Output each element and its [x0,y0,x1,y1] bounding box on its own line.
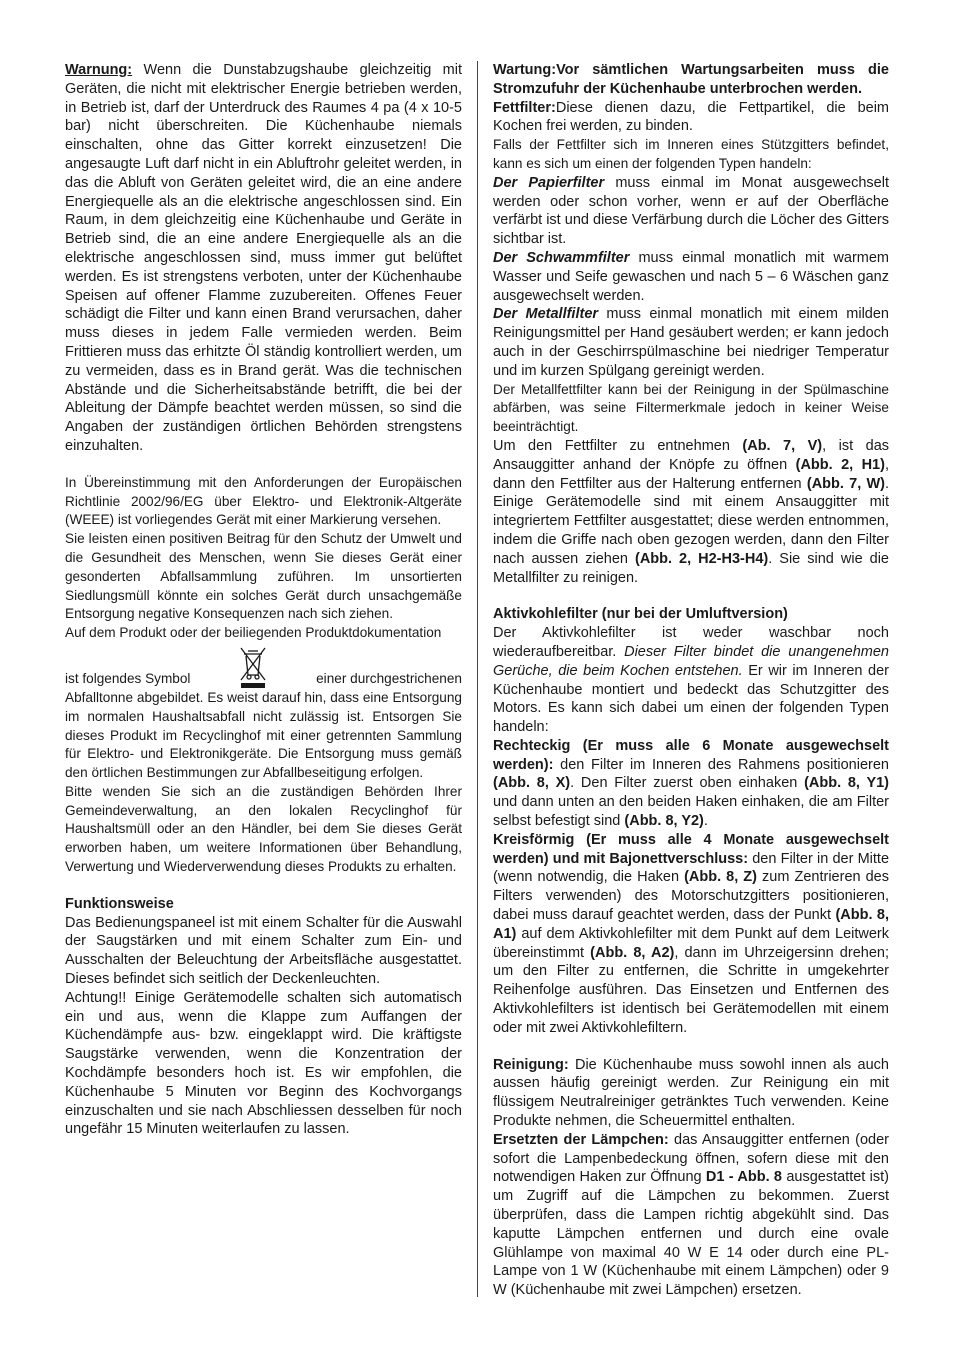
fettfilter-paragraph [493,99,889,137]
fettfilter-paragraph-2: Falls der Fettfilter sich im Inneren eines Stützgitters befindet, kann es sich um einen der folgenden Typen handeln: [493,137,889,171]
warning-text: Wenn die Dunstabzugshaube gleichzeitig mit Geräten, die nicht mit elektrischer Energie betrieben werden, in Betrieb ist, darf der Unterdruck des Raumes 4 pa (4 x 10-5 bar) nicht überschreiten. Die Küchenhaube niemals einschalten, ohne das Gitter korrekt einzusetzen! Die angesaugte Luft darf nicht in ein Abluftrohr geleitet werden, in das die Abluft von Geräten geleitet wird, die an eine andere Energiequelle als an die elektrische angeschlossen sind. Ein Raum, in dem gleichzeitig eine Küchenhaube und Geräte in Betrieb sind, die an eine andere Energiequelle als an die elektrische angeschlossen sind, muss immer gut belüftet werden. Es ist strengstens verboten, unter der Küchenhaube Speisen auf offener Flamme zuzubereiten. Offenes Feuer schädigt die Filter und kann einen Brand verursachen, daher muss dieses in jedem Falle vermieden werden. Beim Frittieren muss das erhitzte Öl ständig kontrolliert werden, um zu vermeiden, dass es in Brand gerät. Was die technischen Abstände und die Sicherheitsabstände betrifft, die bei der Ableitung der Dämpfe beachtet werden müssen, so sind die Angaben der zuständigen örtlichen Behörden strengstens einzuhalten. [65,62,463,454]
schwammfilter-label: Der Schwammfilter [493,249,630,266]
papierfilter-paragraph [493,174,889,249]
figure-ref: (Abb. 8, X) [493,775,571,792]
metallfilter-text: muss einmal monatlich mit einem milden Reinigungsmittel per Hand gesäubert werden; er kann jedoch auch in der Geschirrspülmaschine bei niedriger Temperatur und im kurzen Spülgang gereinigt werden. [493,306,889,379]
figure-ref: (Abb. 8, Z) [684,869,757,886]
figure-ref: (Abb. 2, H1) [795,456,885,473]
weee-symbol-line [65,645,462,689]
papierfilter-text: muss einmal im Monat ausgewechselt werden oder schon vorher, wenn er auf der Oberfläche verfärbt ist und diese Verfärbung durch die Löcher des Gitters sichtbar ist. [493,174,889,248]
figure-ref: (Abb. 8, Y2) [624,813,704,830]
left-column [65,61,462,1139]
fettfilter-label: Fettfilter: [493,99,556,116]
weee-symbol-after: einer durchgestrichenen [316,671,462,687]
warning-label: Warnung: [65,62,133,78]
warning-paragraph [65,61,462,456]
reinigung-paragraph: Reinigung: Die Küchenhaube muss sowohl innen als auch aussen häufig gereinigt werden. Zur Reinigung ein mit flüssigem Neutralreiniger getränktes Tuch verwenden. Keine Produkte nehmen, die Scheuermittel enthalten. [493,1056,889,1130]
funktion-heading: Funktionsweise [65,895,174,912]
weee-paragraph-3: Auf dem Produkt oder der beiliegenden Produktdokumentation [65,625,442,641]
metallfilter-label: Der Metallfilter [493,306,599,323]
kreisfoermig-label: Kreisförmig (Er muss alle 4 Monate ausgewechselt werden) und mit Bajonettverschluss: [493,831,889,867]
weee-paragraph-2: Sie leisten einen positiven Beitrag für den Schutz der Umwelt und die Gesundheit des Menschen, wenn Sie dieses Gerät einer gesonderten Abfallsammlung zuführen. Im unsortierten Siedlungsmüll könnte ein solches Gerät durch unsachgemäße Entsorgung negative Konsequenzen nach sich ziehen. [65,531,462,622]
schwammfilter-text: muss einmal monatlich mit warmem Wasser und Seife gewaschen und nach 5 – 6 Wäschen ganz ausgewechselt werden. [493,249,889,304]
right-column [493,61,889,1300]
weee-paragraph-5: Bitte wenden Sie sich an die zuständigen Behörden Ihrer Gemeindeverwaltung, an den lokalen Recyclinghof für Haushaltsmüll oder an den Händler, bei dem Sie dieses Gerät erworben haben, um weitere Informationen über Behandlung, Verwertung und Wiederverwendung dieses Produkts zu erhalten. [65,783,462,875]
aktivkohle-heading: Aktivkohlefilter (nur bei der Umluftversion) [493,606,788,623]
reinigung-label: Reinigung: [493,1056,569,1073]
weee-paragraph-1: In Übereinstimmung mit den Anforderungen der Europäischen Richtlinie 2002/96/EG über Elektro- und Elektronik-Altgeräte (WEEE) ist vorliegendes Gerät mit einer Markierung versehen. [65,474,462,528]
rechteckig-paragraph: Rechteckig (Er muss alle 6 Monate ausgewechselt werden): den Filter im Inneren des Rahmens positionieren (Abb. 8, X). Den Filter zuerst oben einhaken (Abb. 8, Y1) und dann unten an den beiden Haken einhaken, die am Filter selbst befestigt sind (Abb. 8, Y2). [493,737,890,830]
papierfilter-label: Der Papierfilter [493,174,605,191]
figure-ref: (Abb. 7, W) [806,475,885,492]
crossed-out-bin-icon [238,645,268,689]
entnehmen-paragraph: Um den Fettfilter zu entnehmen (Ab. 7, V), ist das Ansauggitter anhand der Knöpfe zu öffnen (Abb. 2, H1), dann den Fettfilter aus der Halterung entfernen (Abb. 7, W). Einige Gerätemodelle sind mit einem Ansauggitter mit integriertem Fettfilter ausgestattet; diese werden entnommen, indem die Griffe nach oben gezogen werden, dann den Filter nach aussen ziehen (Abb. 2, H2-H3-H4). Sie sind wie die Metallfilter zu reinigen. [493,437,890,586]
metallfilter-paragraph-2: Der Metallfettfilter kann bei der Reinigung in der Spülmaschine abfärben, was seine Filtermerkmale jedoch in keiner Weise beeinträchtigt. [493,381,889,435]
funktion-paragraph-1: Das Bedienungspaneel ist mit einem Schalter für die Auswahl der Saugstärken und mit einem Schalter zum Ein- und Ausschalten der Beleuchtung der Arbeitsfläche ausgestattet. Dieses befindet sich seitlich der Deckenleuchten. [65,914,462,988]
figure-ref: (Ab. 7, V) [742,437,823,454]
figure-ref: (Abb. 8, A2) [590,944,675,961]
figure-ref: (Abb. 2, H2-H3-H4) [634,550,769,567]
figure-ref: (Abb. 8, Y1) [804,775,890,792]
kreisfoermig-paragraph: Kreisförmig (Er muss alle 4 Monate ausgewechselt werden) und mit Bajonettverschluss: den Filter in der Mitte (wenn notwendig, die Haken (Abb. 8, Z) zum Zentrieren des Filters verwenden) des Motorschutzgitters positionieren, dabei muss darauf geachtet werden, dass der Punkt (Abb. 8, A1) auf dem Aktivkohlefilter mit dem Punkt auf dem Leitwerk übereinstimmt (Abb. 8, A2), dann im Uhrzeigersinn drehen; um den Filter zu entfernen, die Schritte in umgekehrter Reihenfolge ausführen. Das Einsetzen und Entfernen des Aktivkohlefilters ist identisch bei Gerätemodellen mit einem oder mit zwei Aktivkohlefiltern. [493,831,890,1036]
weee-symbol-before: ist folgendes Symbol [65,671,191,687]
column-divider [477,61,478,1297]
ersetzen-label: Ersetzten der Lämpchen: [493,1131,669,1148]
figure-ref: (Abb. 8, A1) [493,907,890,942]
funktion-paragraph-2: Achtung!! Einige Gerätemodelle schalten sich automatisch ein und aus, wenn die Klappe zum Auffangen der Küchendämpfe aus- bzw. eingeklappt wird. Die kräftigste Saugstärke verwenden, wenn die Konzentration der Kochdämpfe besonders hoch ist. Es wir empfohlen, die Küchenhaube 5 Minuten vor Beginn des Kochvorgangs einzuschalten und sie nach Abschliessen desselben für noch ungefähr 15 Minuten weiterlaufen zu lassen. [65,989,462,1138]
rechteckig-label: Rechteckig (Er muss alle 6 Monate ausgewechselt werden): [493,737,889,773]
metallfilter-paragraph [493,305,889,380]
wartung-heading: Wartung:Vor sämtlichen Wartungsarbeiten muss die Stromzufuhr der Küchenhaube unterbrochen werden. [493,62,889,97]
figure-ref: D1 - Abb. 8 [705,1169,782,1186]
schwammfilter-paragraph [493,249,889,305]
weee-paragraph-4: Abfalltonne abgebildet. Es weist darauf hin, dass eine Entsorgung im normalen Haushaltsabfall nicht zulässig ist. Entsorgen Sie dieses Produkt im Recyclinghof mit einer getrennten Sammlung für Elektro- und Elektronikgeräte. Die Entsorgung muss gemäß den örtlichen Bestimmungen zur Abfallbeseitigung erfolgen. [65,689,462,781]
ersetzen-paragraph: Ersetzten der Lämpchen: das Ansauggitter entfernen (oder sofort die Lampenbedeckung öffnen, sofern diese mit den notwendigen Haken zur Öffnung D1 - Abb. 8 ausgestattet ist) um Zugriff auf die Lämpchen zu bekommen. Zuerst überprüfen, dass die Lampen richtig abgekühlt sind. Das kaputte Lämpchen entfernen und durch eine ovale Glühlampe von maximal 40 W E 14 oder durch eine PL-Lampe von 1 W (Küchenhaube mit einem Lämpchen) oder 9 W (Küchenhaube mit zwei Lämpchen) ersetzen. [493,1131,889,1299]
aktivkohle-paragraph: Der Aktivkohlefilter ist weder waschbar noch wiederaufbereitbar. Dieser Filter bindet die unangenehmen Gerüche, die beim Kochen entstehen. Er wir im Inneren der Küchenhaube montiert und bedeckt das Schutzgitter des Motors. Es kann sich dabei um einen der folgenden Typen handeln: [493,625,890,736]
fettfilter-text: Diese dienen dazu, die Fettpartikel, die beim Kochen frei werden, zu binden. [493,99,889,135]
